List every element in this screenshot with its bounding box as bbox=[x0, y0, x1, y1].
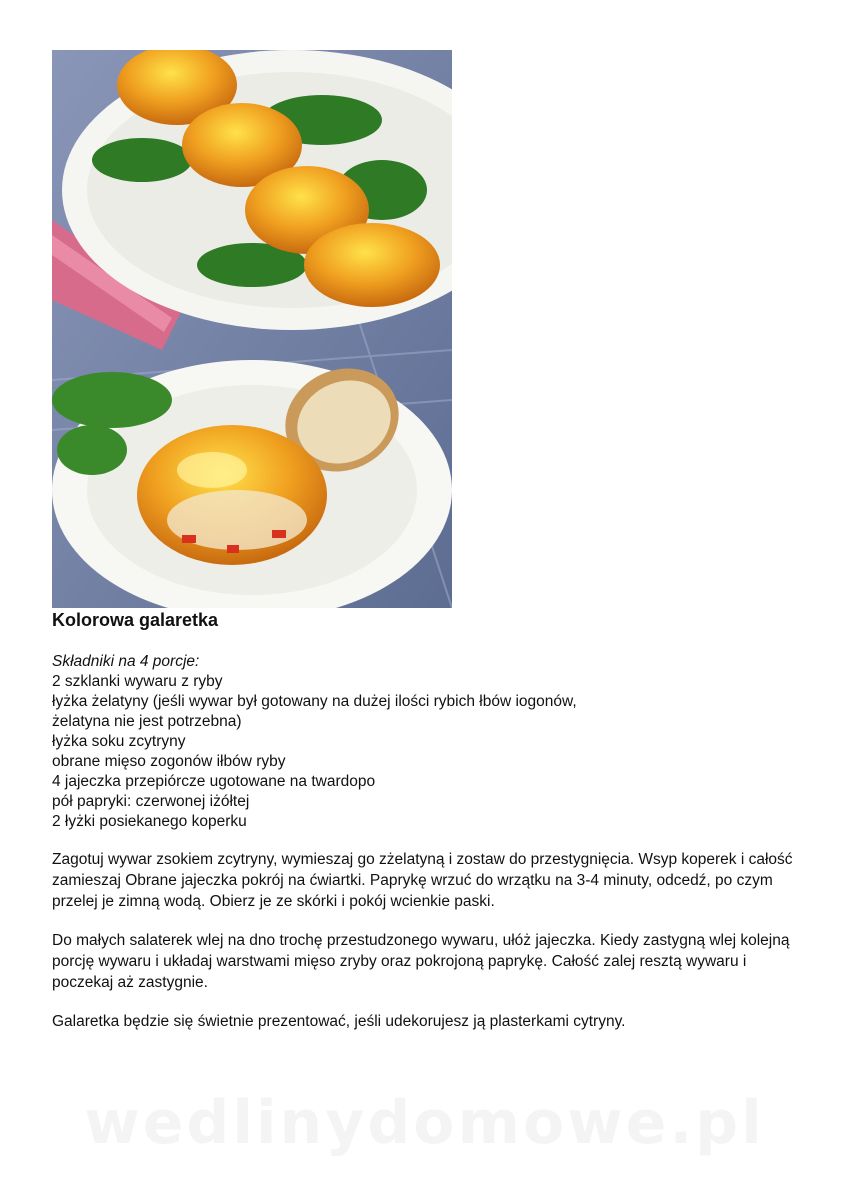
ingredients-heading: Składniki na 4 porcje: bbox=[52, 653, 200, 670]
ingredient-item: pół papryki: czerwonej iżółtej bbox=[52, 793, 250, 810]
ingredient-item: łyżka soku zcytryny bbox=[52, 733, 186, 750]
ingredients-list bbox=[52, 652, 792, 832]
recipe-photo bbox=[52, 50, 452, 608]
recipe-title: Kolorowa galaretka bbox=[52, 610, 219, 630]
ingredient-item: obrane mięso zogonów iłbów ryby bbox=[52, 753, 286, 770]
ingredient-item: 2 szklanki wywaru z ryby bbox=[52, 673, 223, 690]
ingredient-item: łyżka żelatyny (jeśli wywar był gotowany na dużej ilości rybich łbów iogonów, bbox=[52, 693, 577, 710]
instructions-paragraph-2: Do małych salaterek wlej na dno trochę przestudzonego wywaru, ułóż jajeczka. Kiedy zastygną wlej kolejną porcję wywaru i układaj warstwami mięso zryby oraz pokrojoną paprykę. Całość zalej resztą wywaru i poczekaj aż zastygnie. bbox=[52, 932, 790, 991]
jellied-eggs-photo-icon bbox=[52, 50, 452, 608]
ingredient-item: 2 łyżki posiekanego koperku bbox=[52, 813, 247, 830]
ingredient-item: 4 jajeczka przepiórcze ugotowane na twardopo bbox=[52, 773, 376, 790]
site-watermark: wedlinydomowe.pl bbox=[84, 1088, 765, 1158]
instructions-paragraph-3: Galaretka będzie się świetnie prezentować, jeśli udekorujesz ją plasterkami cytryny. bbox=[52, 1013, 626, 1030]
instructions-paragraph-1: Zagotuj wywar zsokiem zcytryny, wymieszaj go zżelatyną i zostaw do przestygnięcia. Wsyp koperek i całość zamieszaj Obrane jajeczka pokrój na ćwiartki. Paprykę wrzuć do wrzątku na 3-4 minuty, odcedź, po czym przelej je zimną wodą. Obierz je ze skórki i pokój wcienkie paski. bbox=[52, 851, 793, 910]
ingredient-item: żelatyna nie jest potrzebna) bbox=[52, 713, 242, 730]
